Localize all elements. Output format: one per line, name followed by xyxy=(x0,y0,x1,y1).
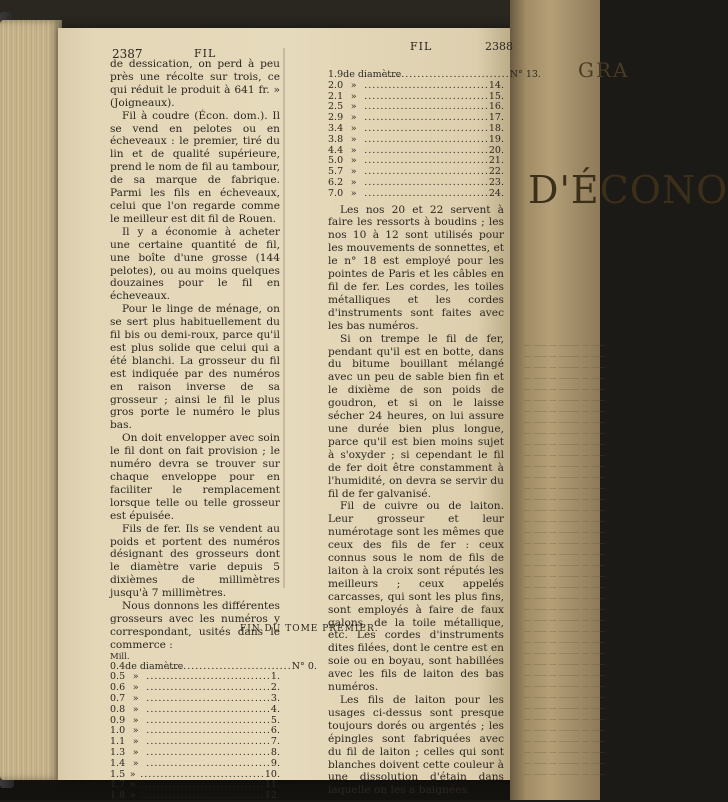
number-cell: 1. xyxy=(270,671,280,683)
facing-page-line: — —— — ——— — —— xyxy=(524,506,606,514)
facing-page-line: — —— — ——— — —— xyxy=(524,704,606,712)
number-cell: 8. xyxy=(270,747,280,759)
facing-page-line: — —— — ——— — —— xyxy=(524,561,606,569)
unit-cell: » xyxy=(350,79,357,91)
leader-dots: ............................... xyxy=(146,736,271,748)
unit-cell: » xyxy=(132,725,139,737)
number-cell: 12. xyxy=(264,790,280,802)
facing-page-line: — —— — ——— — —— xyxy=(524,550,606,558)
facing-page-line: — —— — ——— — —— xyxy=(524,385,606,393)
diameter-cell: 2.9 xyxy=(328,112,344,124)
unit-cell: de diamètre xyxy=(125,660,184,672)
number-cell: 16. xyxy=(488,101,504,113)
number-cell: N° 13. xyxy=(509,69,541,80)
diameter-cell: 1.1 xyxy=(110,736,126,748)
unit-cell: » xyxy=(129,790,136,802)
unit-cell: » xyxy=(132,736,139,748)
end-of-volume-note: FIN DU TOME PREMIER. xyxy=(240,624,379,634)
number-cell: 11. xyxy=(264,779,280,791)
leader-dots: ............................... xyxy=(364,101,489,113)
leader-dots: ............................... xyxy=(364,133,489,145)
diameter-cell: 0.8 xyxy=(110,703,126,715)
facing-page-line: — —— — ——— — —— xyxy=(524,341,606,349)
facing-page-line: — —— — ——— — —— xyxy=(524,627,606,635)
leader-dots: ............................... xyxy=(140,790,265,802)
diameter-cell: 0.4 xyxy=(110,660,126,672)
unit-cell: » xyxy=(350,155,357,167)
leader-dots: ............................... xyxy=(146,757,271,769)
number-cell: 4. xyxy=(270,703,280,715)
leader-dots: ............................... xyxy=(364,79,489,91)
leader-dots: ............................... xyxy=(140,768,265,780)
leader-dots: ............................... xyxy=(385,69,510,80)
diameter-cell: 1.8 xyxy=(110,790,126,802)
leader-dots: ............................... xyxy=(146,693,271,705)
facing-page-line: — —— — ——— — —— xyxy=(524,451,606,459)
facing-page-title-large: D'ÉCONO xyxy=(528,168,728,212)
facing-page-line: — —— — ——— — —— xyxy=(524,495,606,503)
facing-page-line: — —— — ——— — —— xyxy=(524,363,606,371)
facing-page-line: — —— — ——— — —— xyxy=(524,693,606,701)
unit-cell: » xyxy=(350,101,357,113)
unit-cell: » xyxy=(350,133,357,145)
leader-dots: ............................... xyxy=(146,703,271,715)
facing-page-line: — —— — ——— — —— xyxy=(524,539,606,547)
unit-cell: » xyxy=(350,176,357,188)
diameter-cell: 0.7 xyxy=(110,693,126,705)
facing-page-line: — —— — ——— — —— xyxy=(524,473,606,481)
diameter-cell: 7.0 xyxy=(328,187,344,199)
diameter-cell: 2.0 xyxy=(328,79,344,91)
facing-page-line: — —— — ——— — —— xyxy=(524,660,606,668)
unit-cell: » xyxy=(350,112,357,124)
unit-cell: » xyxy=(132,671,139,683)
unit-cell: » xyxy=(129,768,136,780)
diameter-table-right xyxy=(328,69,541,200)
paragraph: Fils de fer. Ils se vendent au poids et portent des numéros désignant des grosseurs dont le diamètre varie depuis 5 dixièmes de millimètres jusqu'à 7 millimètres. xyxy=(110,522,280,600)
table-row xyxy=(328,135,504,146)
unit-cell: » xyxy=(350,187,357,199)
paragraph: Fil de cuivre ou de laiton. Leur grosseur et leur numérotage sont les mêmes que ceux des fils de fer : ceux connus sous le nom de fils de laiton à la croix sont réputés les meilleurs ; ceux appelés carcasses, qui sont les plus fins, sont employés à faire de faux galons, de la toile métallique, etc. Les cordes d'instruments dites filées, dont le centre est en soie ou en boyau, sont habillées avec les fils de laiton des bas numéros. xyxy=(328,500,504,694)
table-row xyxy=(328,189,504,200)
page-number-right: 2388 xyxy=(485,40,513,53)
facing-page-line: — —— — ——— — —— xyxy=(524,440,606,448)
facing-page-line: — —— — ——— — —— xyxy=(524,572,606,580)
leader-dots: ............................... xyxy=(364,122,489,134)
unit-cell: » xyxy=(132,693,139,705)
facing-page-line: — —— — ——— — —— xyxy=(524,352,606,360)
unit-cell: » xyxy=(350,122,357,134)
facing-page-line: — —— — ——— — —— xyxy=(524,748,606,756)
facing-page-line: — —— — ——— — —— xyxy=(524,715,606,723)
leader-dots: ............................... xyxy=(364,187,489,199)
diameter-cell: 1.7 xyxy=(110,779,126,791)
facing-page-line: — —— — ——— — —— xyxy=(524,396,606,404)
facing-page-line: — —— — ——— — —— xyxy=(524,671,606,679)
diameter-cell: 0.5 xyxy=(110,671,126,683)
diameter-cell: 0.9 xyxy=(110,714,126,726)
number-cell: 17. xyxy=(488,112,504,124)
diameter-cell: 1.5 xyxy=(110,768,126,780)
unit-cell: » xyxy=(132,747,139,759)
unit-cell: de diamètre xyxy=(343,69,402,80)
number-cell: 3. xyxy=(270,693,280,705)
paragraph: Nous donnons les différentes grosseurs avec les numéros y correspondant, usités dans le commerce : xyxy=(110,600,280,651)
facing-page-line: — —— — ——— — —— xyxy=(524,517,606,525)
paragraph: Il y a économie à acheter une certaine quantité de fil, une boîte d'une grosse (144 pelotes), ou au moins quelques douzaines pour le fil en écheveaux. xyxy=(110,225,280,303)
number-cell: 21. xyxy=(488,155,504,167)
unit-cell: » xyxy=(350,166,357,178)
facing-page-line: — —— — ——— — —— xyxy=(524,682,606,690)
number-cell: 2. xyxy=(270,682,280,694)
leader-dots: ............................... xyxy=(364,166,489,178)
number-cell: 5. xyxy=(270,714,280,726)
number-cell: 6. xyxy=(270,725,280,737)
table-row xyxy=(110,791,280,802)
facing-page-line: — —— — ——— — —— xyxy=(524,374,606,382)
running-head-right: FIL xyxy=(410,40,433,53)
facing-page-title-top: GRA xyxy=(578,58,630,82)
number-cell: 23. xyxy=(488,176,504,188)
unit-cell: » xyxy=(350,90,357,102)
facing-page xyxy=(510,0,728,800)
leader-dots: ............................... xyxy=(146,682,271,694)
number-cell: 15. xyxy=(488,90,504,102)
leader-dots: ............................... xyxy=(364,144,489,156)
facing-page-line: — —— — ——— — —— xyxy=(524,484,606,492)
paragraph: de dessication, on perd à peu près une récolte sur trois, ce qui réduit le produit à 641 fr. » (Joigneaux). xyxy=(110,58,280,109)
leader-dots: ............................... xyxy=(167,660,292,672)
diameter-cell: 0.6 xyxy=(110,682,126,694)
number-cell: 14. xyxy=(488,79,504,91)
number-cell: 22. xyxy=(488,166,504,178)
facing-page-line: — —— — ——— — —— xyxy=(524,462,606,470)
paragraph: Les fils de laiton pour les usages ci-dessus sont presque toujours dorés ou argentés ; les épingles sont fabriquées avec du fil de laiton ; celles qui sont blanches doivent cette couleur à une dissolution d'étain dans laquelle on les a baignées. xyxy=(328,694,504,797)
page-number-left: 2387 xyxy=(112,47,143,61)
facing-page-line: — —— — ——— — —— xyxy=(524,583,606,591)
paragraph: Pour le linge de ménage, on se sert plus habituellement du fil bis ou demi-roux, parce qu'il est plus solide que celui qui a été blanchi. La grosseur du fil est indiquée par des numéros en raison inverse de sa grosseur ; ainsi le fil le plus gros porte le numéro le plus bas. xyxy=(110,303,280,432)
leader-dots: ............................... xyxy=(146,747,271,759)
facing-page-line: — —— — ——— — —— xyxy=(524,594,606,602)
paragraph: On doit envelopper avec soin le fil dont on fait provision ; le numéro devra se trouver sur chaque enveloppe pour en faciliter le remplacement lorsque telle ou telle grosseur est épuisée. xyxy=(110,432,280,522)
unit-cell: » xyxy=(132,714,139,726)
number-cell: 9. xyxy=(270,757,280,769)
table-row xyxy=(328,81,504,92)
number-cell: 24. xyxy=(488,187,504,199)
unit-cell: » xyxy=(132,682,139,694)
facing-page-line: — —— — ——— — —— xyxy=(524,418,606,426)
number-cell: 19. xyxy=(488,133,504,145)
number-cell: 18. xyxy=(488,122,504,134)
facing-page-line: — —— — ——— — —— xyxy=(524,770,606,778)
leader-dots: ............................... xyxy=(364,112,489,124)
table-unit-header: Mill. xyxy=(110,651,130,662)
unit-cell: » xyxy=(129,779,136,791)
paragraph: Si on trempe le fil de fer, pendant qu'il est en botte, dans du bitume bouillant mélangé avec un peu de sable bien fin et le dixième de son poids de goudron, et si on le laisse sécher 24 heures, on lui assure une durée bien plus longue, parce qu'il est bien moins sujet à s'oxyder ; si cependant le fil de fer doit être constamment à l'humidité, on devra se servir du fil de fer galvanisé. xyxy=(328,332,504,500)
diameter-cell: 1.0 xyxy=(110,725,126,737)
diameter-cell: 2.1 xyxy=(328,90,344,102)
paragraph: Fil à coudre (Écon. dom.). Il se vend en pelotes ou en écheveaux : le premier, tiré du lin et de qualité supérieure, prend le nom de fil au tambour, de sa marque de fabrique. Parmi les fils en écheveaux, celui que l'on regarde comme le meilleur est dit fil de Rouen. xyxy=(110,109,280,225)
diameter-cell: 5.7 xyxy=(328,166,344,178)
diameter-table-left xyxy=(110,660,317,802)
leader-dots: ............................... xyxy=(364,155,489,167)
leader-dots: ............................... xyxy=(146,725,271,737)
facing-page-line: — —— — ——— — —— xyxy=(524,429,606,437)
facing-page-line: — —— — ——— — —— xyxy=(524,726,606,734)
diameter-cell: 4.4 xyxy=(328,144,344,156)
diameter-cell: 1.9 xyxy=(328,69,344,80)
unit-cell: » xyxy=(132,757,139,769)
leader-dots: ............................... xyxy=(146,714,271,726)
number-cell: 7. xyxy=(270,736,280,748)
facing-page-line: — —— — ——— — —— xyxy=(524,407,606,415)
number-cell: 20. xyxy=(488,144,504,156)
leader-dots: ............................... xyxy=(140,779,265,791)
diameter-cell: 6.2 xyxy=(328,176,344,188)
facing-page-line: — —— — ——— — —— xyxy=(524,616,606,624)
column-divider xyxy=(283,48,285,588)
number-cell: 10. xyxy=(264,768,280,780)
facing-page-line: — —— — ——— — —— xyxy=(524,759,606,767)
facing-page-line: — —— — ——— — —— xyxy=(524,528,606,536)
facing-page-line: — —— — ——— — —— xyxy=(524,638,606,646)
diameter-cell: 1.4 xyxy=(110,757,126,769)
leader-dots: ............................... xyxy=(364,176,489,188)
facing-page-line: — —— — ——— — —— xyxy=(524,605,606,613)
leader-dots: ............................... xyxy=(364,90,489,102)
diameter-cell: 2.5 xyxy=(328,101,344,113)
running-head-left: FIL xyxy=(194,47,217,60)
diameter-cell: 3.4 xyxy=(328,122,344,134)
leader-dots: ............................... xyxy=(146,671,271,683)
unit-cell: » xyxy=(132,703,139,715)
diameter-cell: 1.3 xyxy=(110,747,126,759)
paragraph: Les nos 20 et 22 servent à faire les ressorts à boudins ; les nos 10 à 12 sont utilisés pour les mouvements de sonnettes, et le n° 18 est employé pour les pointes de Paris et les câbles en fil de fer. Les cordes, les toiles métalliques et les cordes d'instruments sont faites avec les bas numéros. xyxy=(328,203,504,332)
facing-page-line: — —— — ——— — —— xyxy=(524,737,606,745)
diameter-cell: 3.8 xyxy=(328,133,344,145)
page-stack-edge xyxy=(0,20,62,780)
unit-cell: » xyxy=(350,144,357,156)
right-column xyxy=(328,69,541,797)
diameter-cell: 5.0 xyxy=(328,155,344,167)
number-cell: N° 0. xyxy=(291,660,317,672)
facing-page-line: — —— — ——— — —— xyxy=(524,649,606,657)
